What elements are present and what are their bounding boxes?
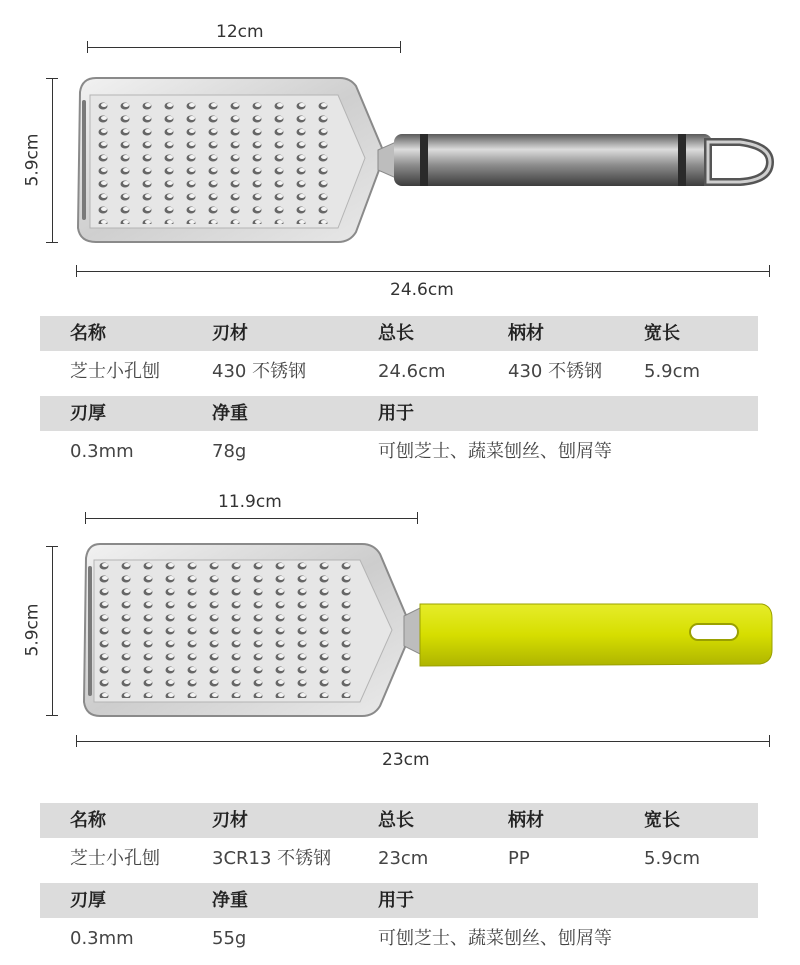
spec-header: 净重: [212, 890, 248, 911]
spec-value: 芝士小孔刨: [70, 848, 160, 869]
spec-header: 用于: [378, 890, 414, 911]
total-dimension-line: [76, 271, 770, 272]
spec-value: 可刨芝士、蔬菜刨丝、刨屑等: [378, 441, 612, 462]
spec-value-row: [40, 434, 758, 469]
spec-value-row: [40, 841, 758, 876]
spec-header-row: [40, 396, 758, 431]
spec-header: 刃厚: [70, 890, 106, 911]
spec-header: 总长: [378, 810, 414, 831]
spec-header-row: [40, 316, 758, 351]
total-length-label: 24.6cm: [390, 280, 454, 300]
spec-value: 430 不锈钢: [508, 361, 603, 382]
dimension-tick: [769, 265, 770, 277]
spec-value: 78g: [212, 441, 247, 462]
spec-value-row: [40, 354, 758, 389]
spec-header: 刃材: [212, 810, 248, 831]
total-length-label: 23cm: [382, 750, 430, 770]
spec-value: 芝士小孔刨: [70, 361, 160, 382]
spec-value: 0.3mm: [70, 928, 134, 949]
spec-header: 名称: [70, 323, 106, 344]
spec-header-row: [40, 883, 758, 918]
spec-value: 23cm: [378, 848, 429, 869]
width-label: 5.9cm: [22, 603, 43, 657]
spec-value: 3CR13 不锈钢: [212, 848, 332, 869]
spec-value: PP: [508, 848, 530, 869]
grater-image-plastic: [0, 500, 800, 730]
dimension-tick: [76, 735, 77, 747]
spec-header-row: [40, 803, 758, 838]
spec-header: 用于: [378, 403, 414, 424]
length-label: 11.9cm: [218, 492, 282, 512]
length-label: 12cm: [216, 22, 264, 42]
dimension-tick: [76, 265, 77, 277]
width-label: 5.9cm: [22, 133, 43, 187]
spec-header: 柄材: [508, 810, 544, 831]
total-dimension-line: [76, 741, 770, 742]
spec-value: 5.9cm: [644, 848, 701, 869]
spec-value: 5.9cm: [644, 361, 701, 382]
spec-header: 名称: [70, 810, 106, 831]
spec-value-row: [40, 921, 758, 956]
spec-value: 可刨芝士、蔬菜刨丝、刨屑等: [378, 928, 612, 949]
grater-image-steel: [0, 0, 800, 260]
spec-header: 宽长: [644, 810, 680, 831]
spec-header: 柄材: [508, 323, 544, 344]
spec-value: 55g: [212, 928, 247, 949]
spec-header: 刃材: [212, 323, 248, 344]
spec-header: 净重: [212, 403, 248, 424]
spec-header: 宽长: [644, 323, 680, 344]
spec-header: 刃厚: [70, 403, 106, 424]
spec-value: 0.3mm: [70, 441, 134, 462]
dimension-tick: [769, 735, 770, 747]
spec-value: 430 不锈钢: [212, 361, 307, 382]
spec-header: 总长: [378, 323, 414, 344]
spec-value: 24.6cm: [378, 361, 446, 382]
